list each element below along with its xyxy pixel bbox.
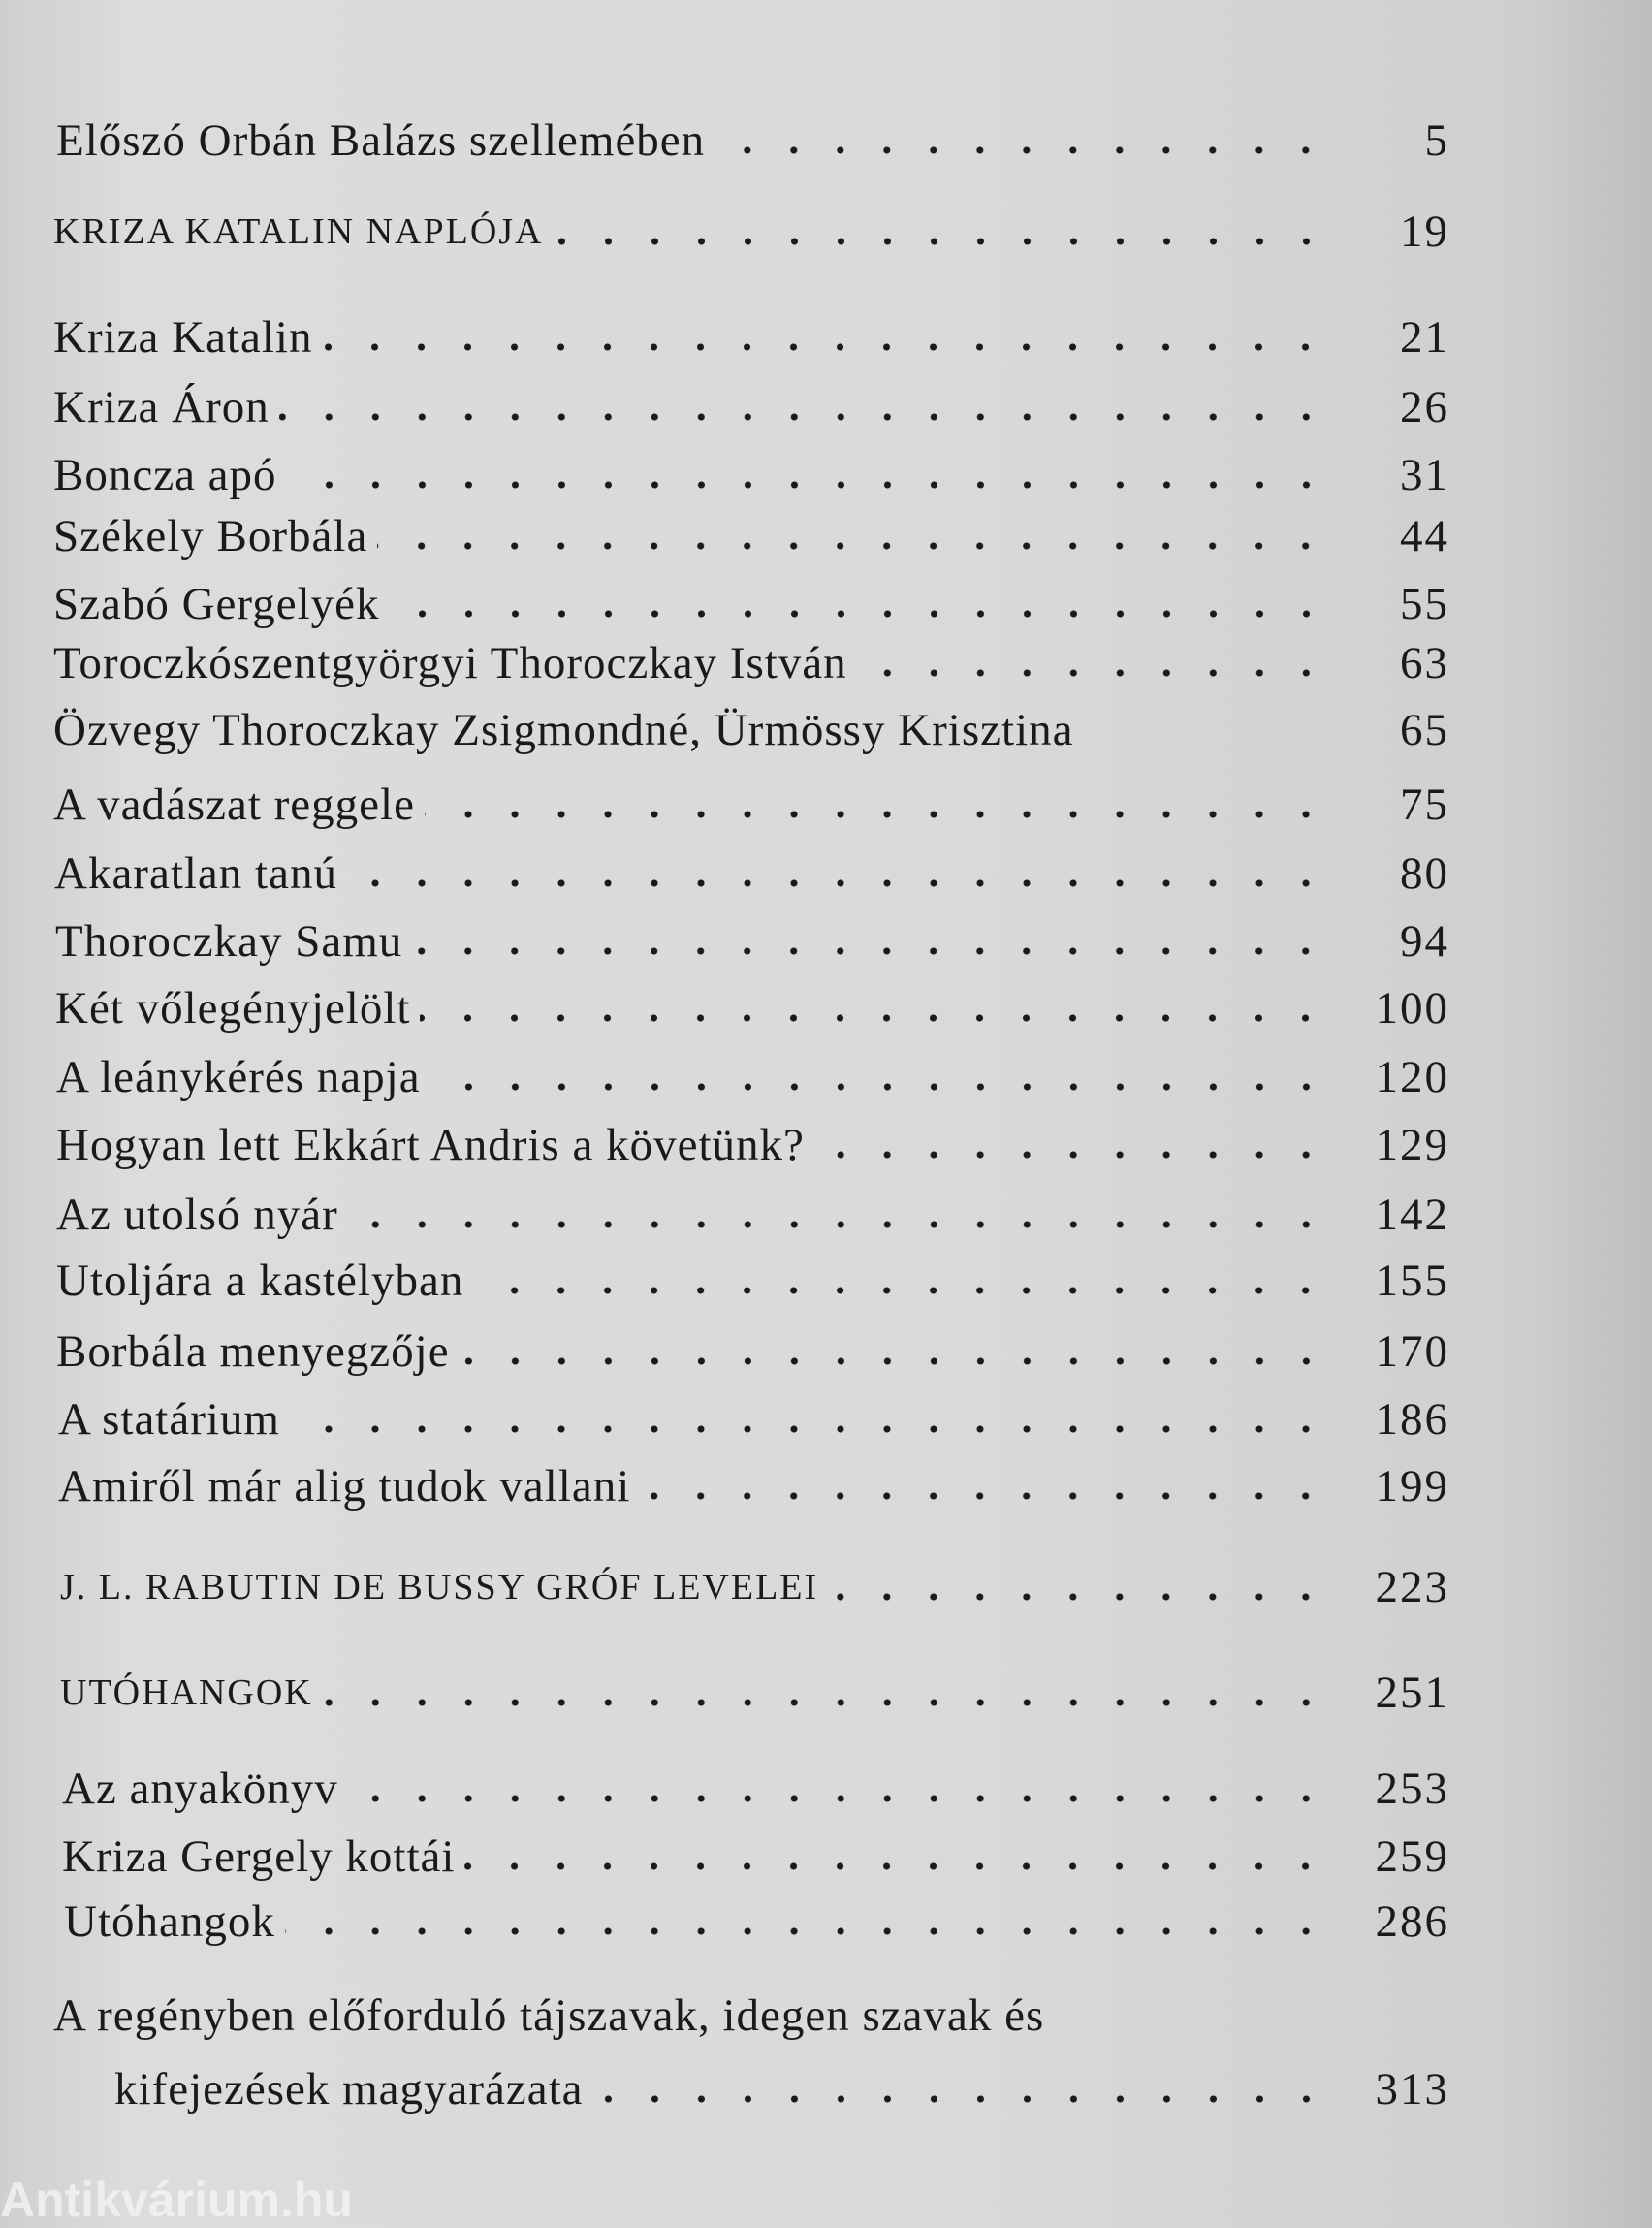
toc-entry — [54, 844, 1449, 903]
entry-page: 251 — [1375, 1668, 1449, 1718]
toc-entry — [53, 446, 1449, 504]
dot-leader — [290, 1390, 1329, 1448]
entry-title: A regényben előforduló tájszavak, idegen szavak és — [53, 1990, 1045, 2041]
toc-entry — [56, 1252, 1449, 1310]
entry-page: 100 — [1375, 983, 1449, 1034]
entry-title: Thoroczkay Samu — [55, 916, 403, 967]
toc-entry — [62, 1828, 1449, 1886]
toc-entry — [53, 575, 1449, 633]
dot-leader — [430, 1048, 1329, 1106]
entry-title: Előszó Orbán Balázs szellemében — [56, 115, 706, 166]
entry-page: 80 — [1400, 848, 1449, 899]
toc-entry — [53, 378, 1449, 436]
entry-page: 199 — [1375, 1461, 1449, 1512]
toc-entry — [53, 203, 1449, 261]
entry-title: Toroczkószentgyörgyi Thoroczkay István — [53, 638, 847, 688]
entry-page: 155 — [1375, 1256, 1449, 1306]
entry-page: 5 — [1424, 115, 1449, 166]
entry-title: Özvegy Thoroczkay Zsigmondné, Ürmössy Krisztina — [53, 705, 1074, 755]
toc-entry — [58, 1457, 1449, 1515]
entry-page: 31 — [1400, 450, 1449, 500]
dot-leader — [279, 378, 1329, 436]
entry-page: 65 — [1400, 705, 1449, 755]
dot-leader — [377, 507, 1329, 565]
entry-page: 170 — [1375, 1326, 1449, 1377]
entry-title: Borbála menyegzője — [56, 1326, 450, 1377]
entry-page: 253 — [1375, 1764, 1449, 1814]
dot-leader — [460, 1322, 1329, 1381]
toc-entry — [53, 308, 1449, 366]
dot-leader — [347, 844, 1329, 903]
toc-entry — [56, 1048, 1449, 1106]
entry-page: 26 — [1400, 382, 1449, 432]
toc-entry — [56, 111, 1449, 170]
entry-title: Boncza apó — [53, 450, 277, 500]
dot-leader — [287, 446, 1329, 504]
entry-title: Akaratlan tanú — [54, 848, 337, 899]
entry-title: kifejezések magyarázata — [114, 2064, 584, 2115]
entry-page: 19 — [1400, 207, 1449, 257]
entry-title: A leánykérés napja — [56, 1052, 421, 1102]
entry-title: Hogyan lett Ekkárt Andris a követünk? — [56, 1120, 805, 1170]
entry-title: Utóhangok — [64, 1896, 275, 1947]
entry-title: Kriza Gergely kottái — [62, 1831, 456, 1882]
dot-leader — [348, 1760, 1329, 1818]
entry-page: 259 — [1375, 1831, 1449, 1882]
toc-entry — [53, 507, 1449, 565]
toc-entry — [58, 1390, 1449, 1448]
toc-entry — [53, 701, 1449, 759]
dot-leader — [348, 1186, 1329, 1244]
toc-entry — [53, 776, 1449, 834]
entry-page: 21 — [1400, 312, 1449, 363]
entry-title: A statárium — [58, 1394, 280, 1445]
entry-page: 63 — [1400, 638, 1449, 688]
dot-leader — [322, 308, 1329, 366]
entry-page: 94 — [1400, 916, 1449, 967]
entry-page: 286 — [1375, 1896, 1449, 1947]
dot-leader — [412, 912, 1329, 971]
toc-entry — [56, 1186, 1449, 1244]
toc-entry — [55, 912, 1449, 971]
entry-page: 55 — [1400, 579, 1449, 629]
dot-leader — [285, 1893, 1329, 1951]
entry-title: Amiről már alig tudok vallani — [58, 1461, 631, 1512]
entry-title: Kriza Áron — [53, 382, 270, 432]
entry-page: 186 — [1375, 1394, 1449, 1445]
dot-leader — [828, 1558, 1329, 1616]
dot-leader — [425, 776, 1329, 834]
dot-leader — [420, 979, 1329, 1037]
entry-title: Két vőlegényjelölt — [55, 983, 411, 1034]
toc-entry — [60, 1558, 1449, 1616]
entry-title: Az utolsó nyár — [56, 1190, 338, 1240]
dot-leader — [323, 1664, 1329, 1722]
entry-page: 142 — [1375, 1190, 1449, 1240]
dot-leader — [593, 2060, 1329, 2118]
entry-page: 223 — [1375, 1562, 1449, 1612]
entry-title: Kriza Katalin — [53, 312, 313, 363]
dot-leader — [640, 1457, 1329, 1515]
entry-title: UTÓHANGOK — [60, 1672, 313, 1713]
entry-title: KRIZA KATALIN NAPLÓJA — [53, 211, 544, 252]
entry-page: 120 — [1375, 1052, 1449, 1102]
entry-title: Utoljára a kastélyban — [56, 1256, 464, 1306]
dot-leader — [814, 1116, 1329, 1174]
entry-title: Szabó Gergelyék — [53, 579, 380, 629]
toc-entry — [64, 1893, 1449, 1951]
toc-entry-glossary — [114, 2060, 1449, 2118]
entry-title: Székely Borbála — [53, 511, 368, 561]
toc-entry — [62, 1760, 1449, 1818]
entry-page: 75 — [1400, 780, 1449, 830]
dot-leader — [554, 203, 1330, 261]
entry-page: 44 — [1400, 511, 1449, 561]
dot-leader — [473, 1252, 1329, 1310]
toc-entry — [53, 634, 1449, 692]
toc-entry — [55, 979, 1449, 1037]
entry-page: 313 — [1375, 2064, 1449, 2115]
watermark: Antikvárium.hu — [0, 2173, 353, 2227]
entry-title: J. L. RABUTIN DE BUSSY GRÓF LEVELEI — [60, 1567, 819, 1607]
dot-leader — [390, 575, 1330, 633]
toc-entry — [56, 1116, 1449, 1174]
dot-leader — [464, 1828, 1329, 1886]
dot-leader — [857, 634, 1329, 692]
dot-leader — [715, 111, 1329, 170]
toc-entry — [60, 1664, 1449, 1722]
toc-entry-glossary-line1 — [53, 1987, 1449, 2045]
entry-page: 129 — [1375, 1120, 1449, 1170]
entry-title: A vadászat reggele — [53, 780, 415, 830]
entry-title: Az anyakönyv — [62, 1764, 338, 1814]
toc-entry — [56, 1322, 1449, 1381]
